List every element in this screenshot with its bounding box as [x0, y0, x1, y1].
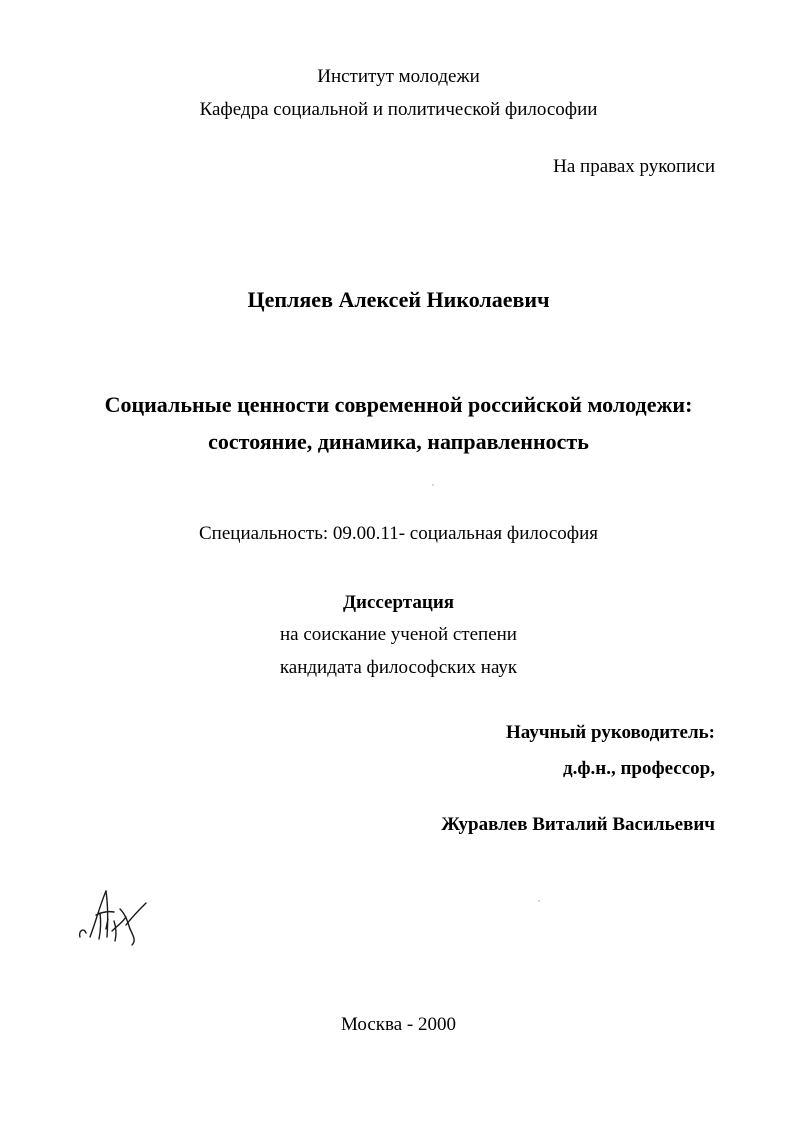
manuscript-note: На правах рукописи [553, 156, 715, 177]
dissertation-title-line-2: состояние, динамика, направленность [208, 429, 589, 454]
degree-line-2: кандидата философских наук [279, 657, 518, 678]
handwritten-signature [70, 885, 150, 950]
degree-heading: Диссертация [342, 592, 455, 613]
specialty: Специальность: 09.00.11- социальная философия [199, 523, 598, 544]
dissertation-title-line-1: Социальные ценности современной российской молодежи: [104, 392, 693, 417]
scan-speck [432, 484, 434, 486]
degree-line-1: на соискание ученой степени [280, 624, 517, 645]
supervisor-label: Научный руководитель: [506, 722, 715, 743]
supervisor-name: Журавлев Виталий Васильевич [441, 814, 715, 835]
scan-speck [538, 900, 540, 902]
department-name: Кафедра социальной и политической философии [199, 99, 598, 120]
institution-name: Институт молодежи [317, 66, 480, 87]
supervisor-credentials: д.ф.н., профессор, [563, 758, 715, 779]
author-name: Цепляев Алексей Николаевич [247, 287, 550, 312]
place-and-year: Москва - 2000 [340, 1014, 457, 1035]
